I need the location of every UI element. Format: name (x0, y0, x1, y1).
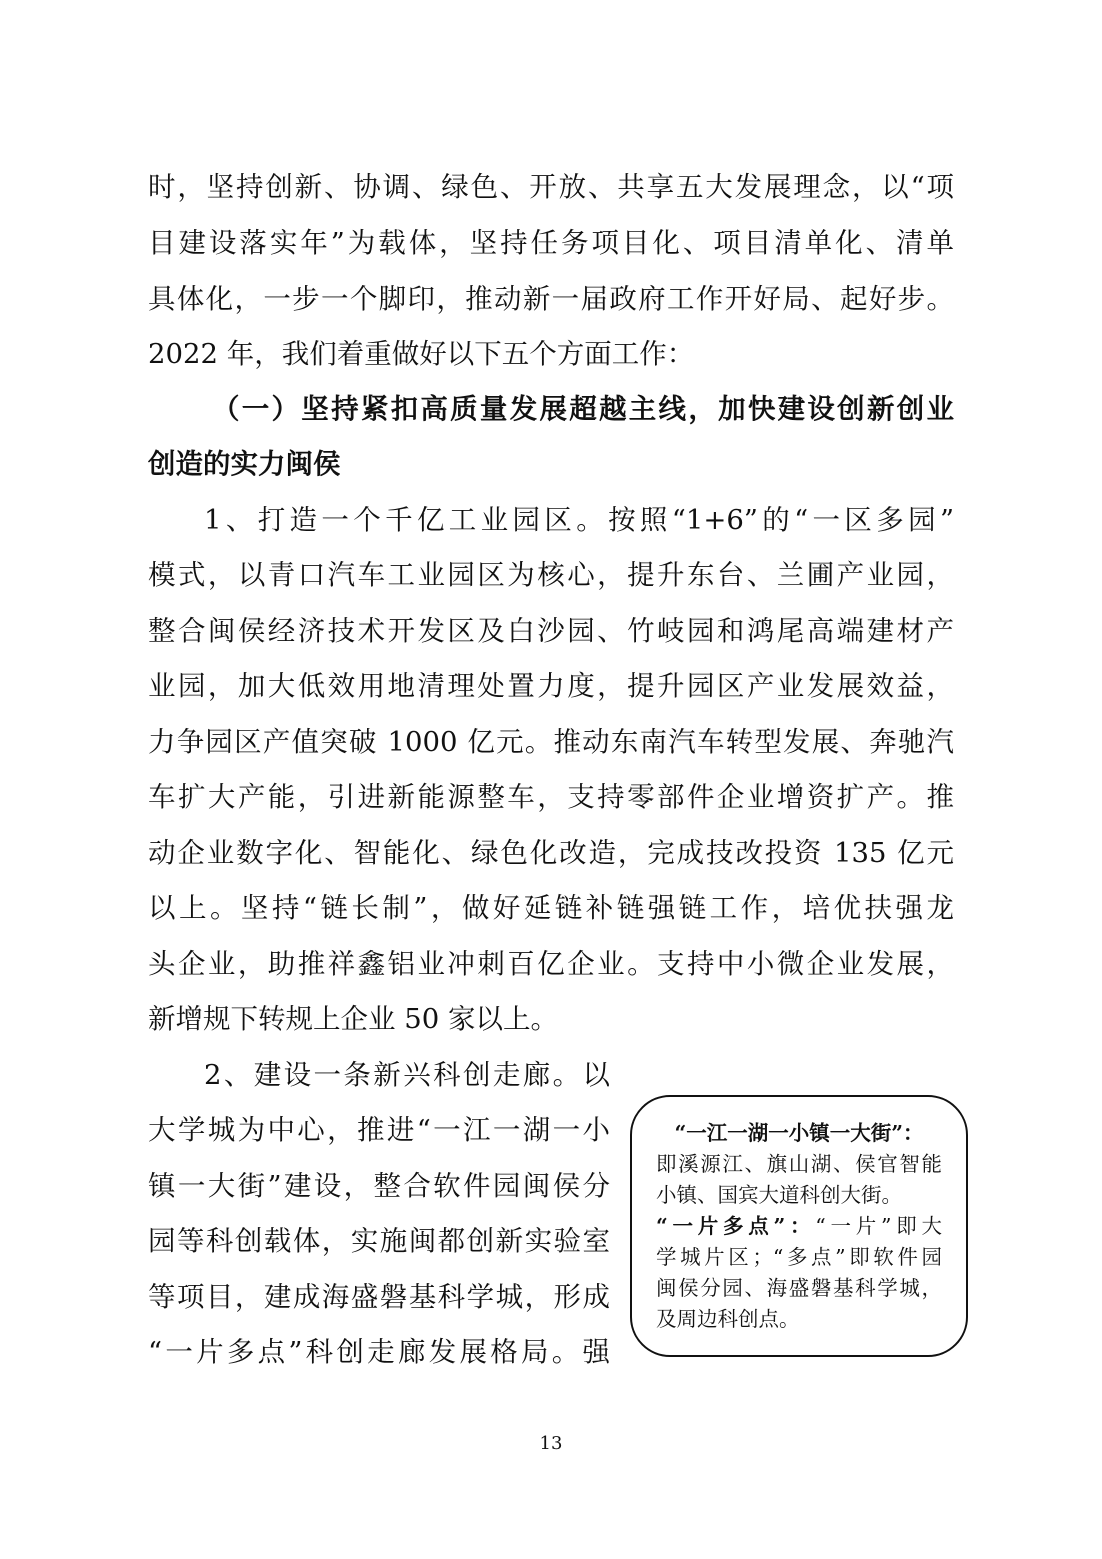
body-text-line: 1、打造一个千亿工业园区。按照“1+6”的“一区多园” (204, 504, 954, 536)
callout-text: 学城片区；“多点”即软件园 (656, 1245, 942, 1269)
body-text-line: 车扩大产能，引进新能源整车，支持零部件企业增资扩产。推 (148, 781, 954, 813)
callout-text-line (656, 1212, 942, 1242)
body-text-line: 力争园区产值突破 1000 亿元。推动东南汽车转型发展、奔驰汽 (148, 726, 954, 758)
body-text-line: 以上。坚持“链长制”，做好延链补链强链工作，培优扶强龙 (148, 892, 954, 924)
body-text-line: 时，坚持创新、协调、绿色、开放、共享五大发展理念，以“项 (148, 171, 954, 203)
body-text-line: 目建设落实年”为载体，坚持任务项目化、项目清单化、清单 (148, 227, 954, 259)
body-text-line: 整合闽侯经济技术开发区及白沙园、竹岐园和鸿尾高端建材产 (148, 615, 954, 647)
callout-text: 闽侯分园、海盛磐基科学城， (656, 1276, 942, 1300)
callout-text: “一片”即大 (815, 1214, 942, 1238)
body-text-line: 等项目，建成海盛磐基科学城，形成 (148, 1281, 610, 1313)
body-text-line: 园等科创载体，实施闽都创新实验室 (148, 1225, 610, 1257)
body-text-line: 2、建设一条新兴科创走廊。以 (204, 1059, 610, 1091)
page-number: 13 (539, 1433, 563, 1454)
body-text-line: 具体化，一步一个脚印，推动新一届政府工作开好局、起好步。 (148, 283, 954, 315)
callout-title: “一片多点”： (656, 1214, 816, 1238)
body-text-line: 2022 年，我们着重做好以下五个方面工作： (148, 338, 695, 370)
body-text-line: 业园，加大低效用地清理处置力度，提升园区产业发展效益， (148, 670, 954, 702)
callout-text: 及周边科创点。 (656, 1307, 800, 1331)
callout-title: “一江一湖一小镇一大街”： (674, 1121, 924, 1145)
body-text-line: 镇一大街”建设，整合软件园闽侯分 (148, 1170, 610, 1202)
callout-text: 即溪源江、旗山湖、侯官智能 (656, 1152, 942, 1176)
body-text-line: 新增规下转规上企业 50 家以上。 (148, 1003, 558, 1035)
body-text-line: 动企业数字化、智能化、绿色化改造，完成技改投资 135 亿元 (148, 837, 954, 869)
body-text-line: 头企业，助推祥鑫铝业冲刺百亿企业。支持中小微企业发展， (148, 948, 954, 980)
callout-text: 小镇、国宾大道科创大街。 (656, 1183, 902, 1207)
body-text-line: 大学城为中心，推进“一江一湖一小 (148, 1114, 610, 1146)
section-heading-line: （一）坚持紧扣高质量发展超越主线，加快建设创新创业 (212, 393, 954, 425)
section-heading-line: 创造的实力闽侯 (148, 448, 341, 480)
body-text-line: 模式，以青口汽车工业园区为核心，提升东台、兰圃产业园， (148, 559, 954, 591)
body-text-line: “一片多点”科创走廊发展格局。强 (148, 1336, 610, 1368)
